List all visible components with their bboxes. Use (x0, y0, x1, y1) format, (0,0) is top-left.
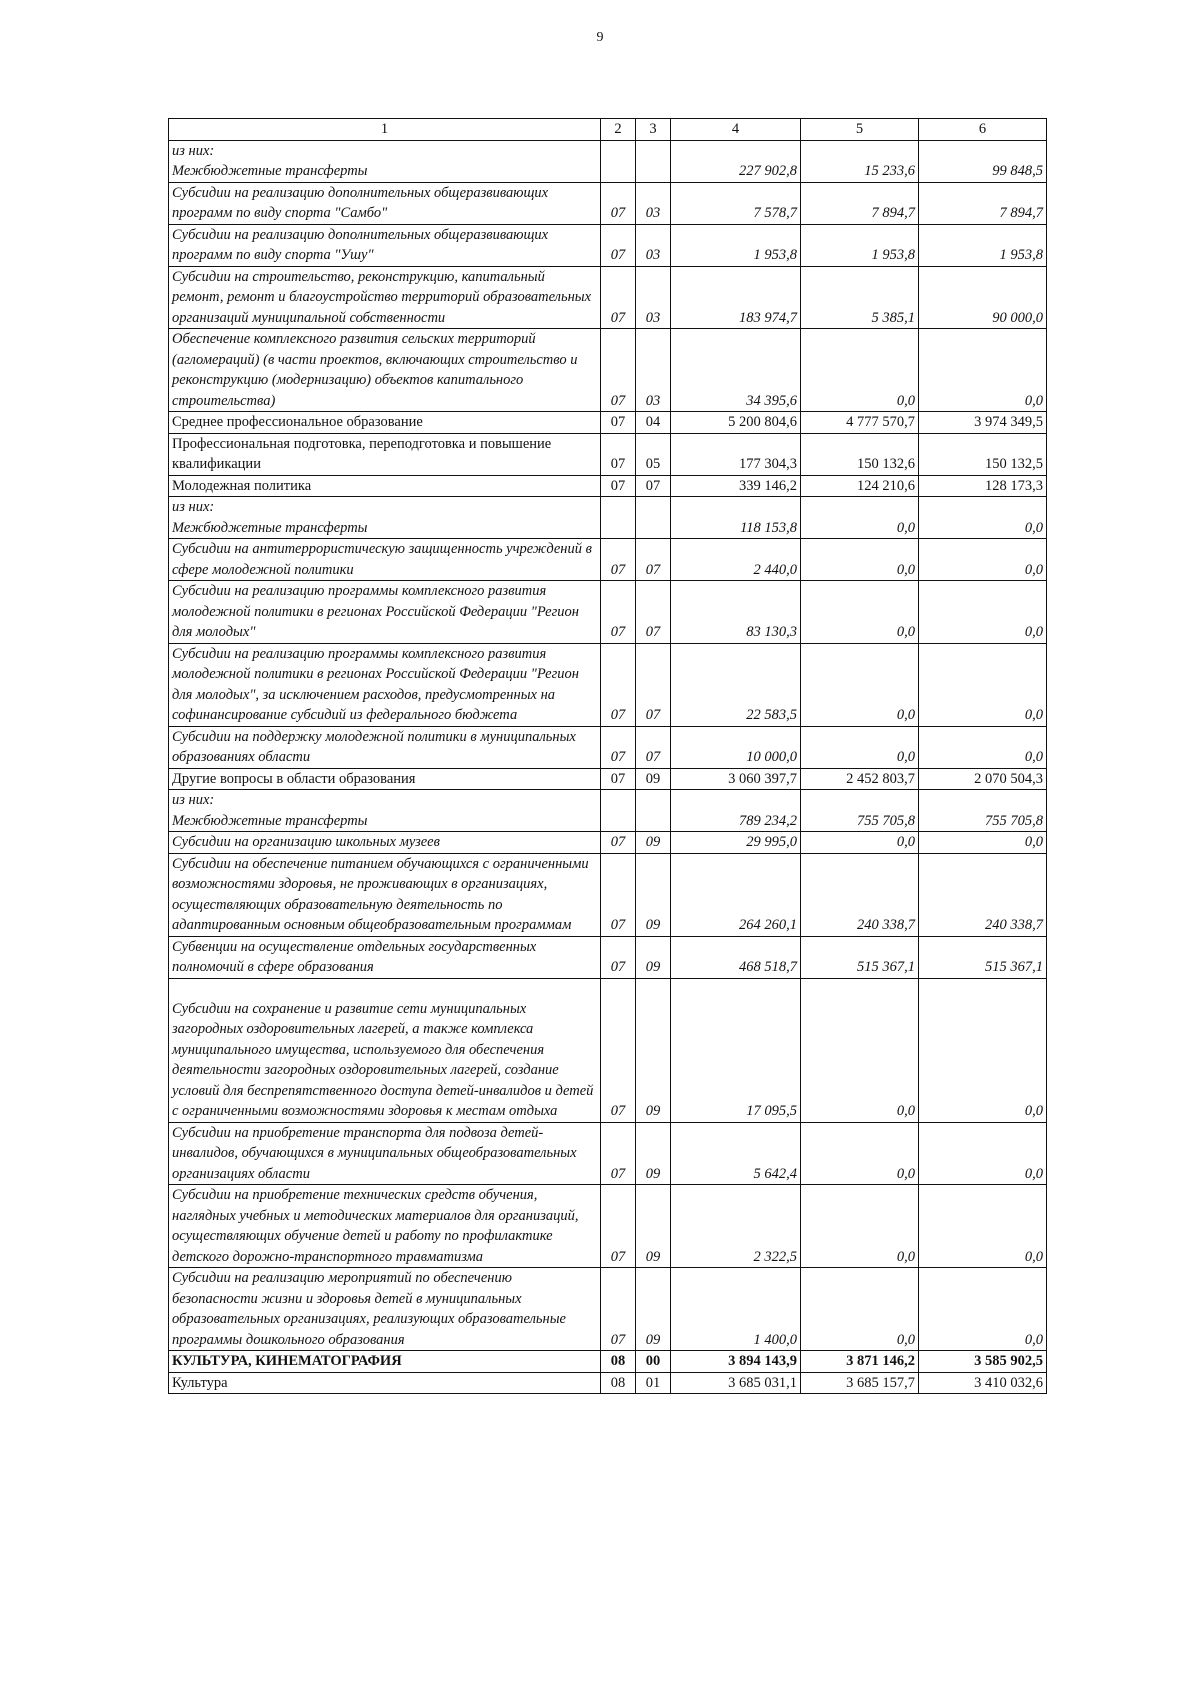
value-col-4: 22 583,5 (671, 643, 801, 726)
value-col-6: 3 974 349,5 (919, 412, 1047, 434)
value-col-5: 240 338,7 (801, 853, 919, 936)
value-col-4: 3 894 143,9 (671, 1351, 801, 1373)
value-col-4: 5 642,4 (671, 1122, 801, 1185)
subsection-code: 09 (636, 936, 671, 978)
section-code: 07 (601, 1122, 636, 1185)
section-code: 07 (601, 581, 636, 644)
value-col-6: 7 894,7 (919, 182, 1047, 224)
row-name: Субсидии на приобретение технических средств обучения, наглядных учебных и методических материалов для организаций, осуществляющих обучение детей и работу по профилактике детского дорожно-транспортного травматизма (169, 1185, 601, 1268)
subsection-code: 03 (636, 329, 671, 412)
value-col-5: 0,0 (801, 726, 919, 768)
section-code: 07 (601, 978, 636, 1122)
subsection-code: 09 (636, 1122, 671, 1185)
value-col-5: 755 705,8 (801, 790, 919, 832)
column-header-row (169, 119, 1047, 141)
section-code: 07 (601, 1268, 636, 1351)
value-col-6: 0,0 (919, 1122, 1047, 1185)
column-header: 6 (919, 119, 1047, 141)
value-col-4: 227 902,8 (671, 140, 801, 182)
value-col-4: 3 060 397,7 (671, 768, 801, 790)
column-header: 1 (169, 119, 601, 141)
value-col-6: 0,0 (919, 1185, 1047, 1268)
table-row (169, 936, 1047, 978)
subsection-code (636, 497, 671, 539)
section-code: 07 (601, 224, 636, 266)
value-col-6: 0,0 (919, 1268, 1047, 1351)
section-code: 07 (601, 853, 636, 936)
column-header: 5 (801, 119, 919, 141)
value-col-4: 17 095,5 (671, 978, 801, 1122)
value-col-4: 264 260,1 (671, 853, 801, 936)
row-name: Обеспечение комплексного развития сельских территорий (агломераций) (в части проектов, включающих строительство и реконструкцию (модернизацию) объектов капитального строительства) (169, 329, 601, 412)
table-row (169, 224, 1047, 266)
table-row (169, 832, 1047, 854)
value-col-6: 128 173,3 (919, 475, 1047, 497)
value-col-4: 29 995,0 (671, 832, 801, 854)
row-name: КУЛЬТУРА, КИНЕМАТОГРАФИЯ (169, 1351, 601, 1373)
value-col-5: 0,0 (801, 832, 919, 854)
section-code: 07 (601, 936, 636, 978)
section-code: 07 (601, 832, 636, 854)
value-col-6: 2 070 504,3 (919, 768, 1047, 790)
value-col-5: 124 210,6 (801, 475, 919, 497)
row-name: Субвенции на осуществление отдельных государственных полномочий в сфере образования (169, 936, 601, 978)
row-name: Субсидии на организацию школьных музеев (169, 832, 601, 854)
row-name: Субсидии на сохранение и развитие сети муниципальных загородных оздоровительных лагерей, а также комплекса муниципального имущества, используемого для обеспечения деятельности загородных оздоровительных лагерей, создание условий для беспрепятственного доступа детей-инвалидов и детей с ограниченными возможностями здоровья к местам отдыха (169, 978, 601, 1122)
section-code: 07 (601, 433, 636, 475)
row-name: Субсидии на реализацию мероприятий по обеспечению безопасности жизни и здоровья детей в муниципальных образовательных организациях, реализующих образовательные программы дошкольного образования (169, 1268, 601, 1351)
value-col-4: 83 130,3 (671, 581, 801, 644)
value-col-5: 0,0 (801, 1268, 919, 1351)
value-col-5: 150 132,6 (801, 433, 919, 475)
value-col-6: 3 410 032,6 (919, 1372, 1047, 1394)
value-col-5: 4 777 570,7 (801, 412, 919, 434)
table-row (169, 768, 1047, 790)
subsection-code: 07 (636, 475, 671, 497)
value-col-4: 1 400,0 (671, 1268, 801, 1351)
value-col-6: 0,0 (919, 978, 1047, 1122)
table-row (169, 790, 1047, 832)
subsection-code: 07 (636, 726, 671, 768)
value-col-6: 515 367,1 (919, 936, 1047, 978)
table-row (169, 1185, 1047, 1268)
row-name: Профессиональная подготовка, переподготовка и повышение квалификации (169, 433, 601, 475)
value-col-6: 99 848,5 (919, 140, 1047, 182)
section-code: 07 (601, 329, 636, 412)
value-col-6: 0,0 (919, 726, 1047, 768)
table-row (169, 412, 1047, 434)
value-col-4: 789 234,2 (671, 790, 801, 832)
subsection-code: 03 (636, 266, 671, 329)
value-col-4: 10 000,0 (671, 726, 801, 768)
table-row (169, 1351, 1047, 1373)
row-name: Культура (169, 1372, 601, 1394)
subsection-code: 01 (636, 1372, 671, 1394)
value-col-4: 2 440,0 (671, 539, 801, 581)
value-col-4: 468 518,7 (671, 936, 801, 978)
value-col-5: 15 233,6 (801, 140, 919, 182)
value-col-5: 0,0 (801, 643, 919, 726)
table-row (169, 182, 1047, 224)
value-col-6: 150 132,5 (919, 433, 1047, 475)
section-code: 07 (601, 412, 636, 434)
value-col-6: 0,0 (919, 539, 1047, 581)
column-header: 2 (601, 119, 636, 141)
section-code: 07 (601, 726, 636, 768)
value-col-4: 339 146,2 (671, 475, 801, 497)
section-code: 07 (601, 768, 636, 790)
value-col-4: 177 304,3 (671, 433, 801, 475)
table-row (169, 726, 1047, 768)
table-row (169, 266, 1047, 329)
row-name: Субсидии на реализацию дополнительных общеразвивающих программ по виду спорта "Ушу" (169, 224, 601, 266)
subsection-code: 07 (636, 539, 671, 581)
value-col-5: 515 367,1 (801, 936, 919, 978)
value-col-6: 240 338,7 (919, 853, 1047, 936)
value-col-4: 5 200 804,6 (671, 412, 801, 434)
value-col-5: 7 894,7 (801, 182, 919, 224)
table-row (169, 539, 1047, 581)
column-header: 4 (671, 119, 801, 141)
subsection-code: 09 (636, 1185, 671, 1268)
subsection-code (636, 790, 671, 832)
table-row (169, 581, 1047, 644)
value-col-6: 0,0 (919, 329, 1047, 412)
value-col-6: 0,0 (919, 643, 1047, 726)
table-row (169, 643, 1047, 726)
table-row (169, 1268, 1047, 1351)
value-col-4: 1 953,8 (671, 224, 801, 266)
table-row (169, 433, 1047, 475)
table-row (169, 497, 1047, 539)
value-col-6: 3 585 902,5 (919, 1351, 1047, 1373)
row-name: Субсидии на поддержку молодежной политики в муниципальных образованиях области (169, 726, 601, 768)
table-row (169, 853, 1047, 936)
column-header: 3 (636, 119, 671, 141)
table-row (169, 978, 1047, 1122)
row-name: Субсидии на обеспечение питанием обучающихся с ограниченными возможностями здоровья, не проживающих в организациях, осуществляющих образовательную деятельность по адаптированным основным общеобразовательным программам (169, 853, 601, 936)
value-col-6: 0,0 (919, 581, 1047, 644)
table-row (169, 140, 1047, 182)
row-name: Субсидии на реализацию программы комплексного развития молодежной политики в регионах Российской Федерации "Регион для молодых", за исключением расходов, предусмотренных на софинансирование субсидий из федерального бюджета (169, 643, 601, 726)
row-name: Другие вопросы в области образования (169, 768, 601, 790)
value-col-5: 0,0 (801, 329, 919, 412)
value-col-5: 0,0 (801, 581, 919, 644)
section-code (601, 140, 636, 182)
value-col-5: 5 385,1 (801, 266, 919, 329)
value-col-4: 3 685 031,1 (671, 1372, 801, 1394)
row-name: Субсидии на реализацию программы комплексного развития молодежной политики в регионах Российской Федерации "Регион для молодых" (169, 581, 601, 644)
subsection-code: 07 (636, 581, 671, 644)
subsection-code: 09 (636, 832, 671, 854)
value-col-5: 3 871 146,2 (801, 1351, 919, 1373)
value-col-5: 0,0 (801, 1185, 919, 1268)
table-row (169, 1122, 1047, 1185)
section-code: 07 (601, 539, 636, 581)
subsection-code: 09 (636, 853, 671, 936)
row-name: Субсидии на приобретение транспорта для подвоза детей-инвалидов, обучающихся в муниципальных общеобразовательных организациях области (169, 1122, 601, 1185)
section-code: 07 (601, 1185, 636, 1268)
subsection-code: 09 (636, 1268, 671, 1351)
section-code: 08 (601, 1351, 636, 1373)
value-col-5: 2 452 803,7 (801, 768, 919, 790)
budget-table (168, 118, 1047, 1394)
section-code: 07 (601, 182, 636, 224)
row-name: из них: Межбюджетные трансферты (169, 140, 601, 182)
table-row (169, 1372, 1047, 1394)
value-col-6: 1 953,8 (919, 224, 1047, 266)
value-col-5: 0,0 (801, 978, 919, 1122)
table-row (169, 329, 1047, 412)
section-code (601, 790, 636, 832)
row-name: Субсидии на антитеррористическую защищенность учреждений в сфере молодежной политики (169, 539, 601, 581)
subsection-code: 09 (636, 768, 671, 790)
row-name: из них: Межбюджетные трансферты (169, 497, 601, 539)
subsection-code: 03 (636, 224, 671, 266)
row-name: Субсидии на строительство, реконструкцию, капитальный ремонт, ремонт и благоустройство территорий образовательных организаций муниципальной собственности (169, 266, 601, 329)
value-col-4: 118 153,8 (671, 497, 801, 539)
subsection-code: 09 (636, 978, 671, 1122)
value-col-6: 90 000,0 (919, 266, 1047, 329)
value-col-6: 0,0 (919, 497, 1047, 539)
value-col-4: 183 974,7 (671, 266, 801, 329)
table-row (169, 475, 1047, 497)
value-col-4: 2 322,5 (671, 1185, 801, 1268)
section-code: 08 (601, 1372, 636, 1394)
value-col-4: 34 395,6 (671, 329, 801, 412)
value-col-6: 755 705,8 (919, 790, 1047, 832)
value-col-5: 0,0 (801, 539, 919, 581)
value-col-4: 7 578,7 (671, 182, 801, 224)
section-code: 07 (601, 643, 636, 726)
subsection-code: 00 (636, 1351, 671, 1373)
section-code: 07 (601, 475, 636, 497)
row-name: из них: Межбюджетные трансферты (169, 790, 601, 832)
subsection-code: 03 (636, 182, 671, 224)
subsection-code (636, 140, 671, 182)
section-code: 07 (601, 266, 636, 329)
row-name: Молодежная политика (169, 475, 601, 497)
value-col-6: 0,0 (919, 832, 1047, 854)
subsection-code: 05 (636, 433, 671, 475)
section-code (601, 497, 636, 539)
subsection-code: 04 (636, 412, 671, 434)
value-col-5: 0,0 (801, 1122, 919, 1185)
value-col-5: 1 953,8 (801, 224, 919, 266)
row-name: Среднее профессиональное образование (169, 412, 601, 434)
subsection-code: 07 (636, 643, 671, 726)
value-col-5: 3 685 157,7 (801, 1372, 919, 1394)
row-name: Субсидии на реализацию дополнительных общеразвивающих программ по виду спорта "Самбо" (169, 182, 601, 224)
value-col-5: 0,0 (801, 497, 919, 539)
page-number: 9 (596, 30, 604, 45)
